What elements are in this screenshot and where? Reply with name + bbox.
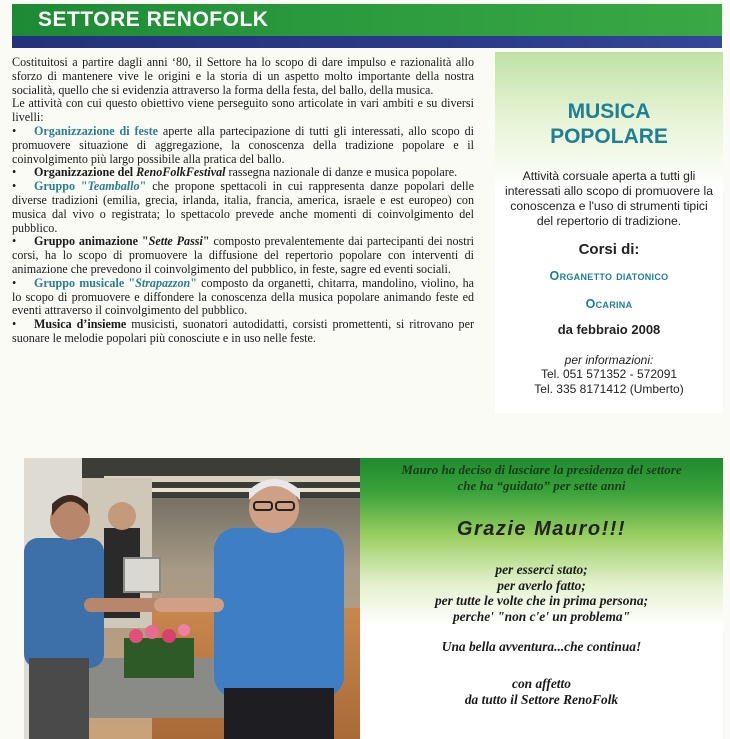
item-lead: Gruppo " — [34, 179, 88, 194]
tribute-headline: Grazie Mauro!!! — [456, 518, 627, 540]
item-lead-italic: RenoFolkFestival — [136, 165, 226, 180]
item-lead-italic: Strapazzon — [135, 275, 191, 290]
item-lead: Musica d’insieme — [34, 317, 127, 332]
phone-1: Tel. 051 571352 - 572091 — [540, 367, 678, 381]
course-organetto: Organetto diatonico — [549, 269, 669, 283]
page-header — [12, 4, 722, 48]
photo-illustration — [24, 458, 360, 739]
bullet: • — [12, 165, 17, 180]
item-lead-italic: Sette Passi — [148, 234, 203, 249]
courses-heading: Corsi di: — [578, 241, 640, 258]
list-item — [12, 125, 474, 166]
item-text: composto prevalentemente dai partecipanti dei nostri corsi, ha lo scopo di promuovere la diffusione del repertorio popolare con interventi di animazione che prevedono il coinvolgimento del pubblico, in feste, sagre ed eventi sociali. — [12, 234, 474, 276]
intro-paragraph-2: Le attività con cui questo obiettivo viene perseguito sono articolate in vari ambiti e su diversi livelli: — [12, 96, 474, 125]
item-lead-end: " — [202, 234, 210, 249]
handshake-photo — [24, 458, 360, 739]
info-label: per informazioni: — [564, 353, 654, 367]
item-lead: Organizzazione di feste — [34, 123, 158, 138]
item-text: che propone spettacoli in cui rappresenta danze popolari delle diverse tradizioni (emilia, grecia, irlanda, italia, francia, america, israele e est europeo) con musica dal vivo o registrata; lo spettacolo prevede anche momenti di coinvolgimento del pubblico. — [12, 179, 474, 235]
box-title — [495, 99, 723, 149]
item-text: aperte alla partecipazione di tutti gli interessati, allo scopo di promuovere situazione di aggregazione, la conoscenza della tradizione popolare e il coinvolgimento più largo possibile alla pratica del ballo. — [12, 123, 474, 166]
item-lead-end: " — [190, 275, 197, 290]
list-item — [12, 277, 474, 318]
item-lead: Gruppo musicale " — [34, 275, 136, 290]
item-lead: Organizzazione del — [34, 165, 137, 180]
item-text: composto da organetti, chitarra, mandolino, violino, ha lo scopo di promuovere e diffondere la conoscenza della musica popolare animando feste ed eventi attraverso il coinvolgimento del pubblico. — [12, 275, 474, 318]
phone-2: Tel. 335 8171412 (Umberto) — [534, 382, 684, 396]
box-title-line1: MUSICA — [567, 100, 651, 123]
item-lead-end: " — [139, 179, 147, 194]
list-item — [12, 318, 474, 346]
item-text: rassegna nazionale di danze e musica popolare. — [225, 165, 458, 180]
item-lead-italic: Teamballo — [87, 179, 140, 194]
header-blue-band — [12, 36, 722, 48]
list-item — [12, 166, 474, 180]
intro-text-column — [12, 56, 474, 346]
bullet: • — [12, 179, 17, 194]
tribute-bella: Una bella avventura...che continua! — [441, 639, 642, 654]
tribute-intro-line1: Mauro ha deciso di lasciare la presidenza del settore — [401, 462, 682, 477]
page-title: SETTORE RENOFOLK — [38, 8, 269, 31]
tribute-intro — [366, 462, 717, 494]
intro-paragraph: Costituitosi a partire dagli anni ‘80, il Settore ha lo scopo di dare impulso e razionalità allo sforzo di mantenere vive le origini e la storia di un aspetto molto importante della nostra socialità, quello che si evidenzia attraverso la forma della festa, del ballo, della musica. — [12, 55, 474, 97]
tribute-intro-line2: che ha “guidato” per sette anni — [457, 478, 626, 493]
bullet: • — [12, 123, 17, 138]
bullet: • — [12, 275, 17, 290]
list-item — [12, 235, 474, 276]
tribute-line: per tutte le volte che in prima persona; — [434, 593, 649, 608]
course-ocarina: Ocarina — [585, 297, 633, 311]
course-start-date: da febbraio 2008 — [557, 322, 661, 337]
tribute-box — [360, 458, 723, 739]
tribute-line: perche' "non c'e' un problema" — [452, 608, 631, 624]
tribute-closing-line1: con affetto — [512, 676, 571, 691]
item-text: musicisti, suonatori autodidatti, corsisti promettenti, si ritrovano per suonare le melodie popolari più conosciute e in uso nelle feste. — [12, 317, 474, 345]
tribute-line: per esserci stato; — [495, 562, 588, 577]
music-course-box — [495, 52, 723, 413]
tribute-closing-line2: da tutto il Settore RenoFolk — [464, 692, 619, 707]
tribute-line: per averlo fatto; — [497, 577, 586, 593]
box-title-line2: POPOLARE — [550, 125, 668, 148]
list-item — [12, 180, 474, 235]
bullet: • — [12, 234, 17, 249]
box-description: Attività corsuale aperta a tutti gli interessati allo scopo di promuovere la conoscenza e l'uso di strumenti tipici del repertorio di tradizione. — [505, 169, 713, 228]
item-lead: Gruppo animazione " — [34, 234, 149, 249]
tribute-lines — [360, 562, 723, 624]
bullet: • — [12, 317, 17, 332]
tribute-closing — [360, 676, 723, 708]
